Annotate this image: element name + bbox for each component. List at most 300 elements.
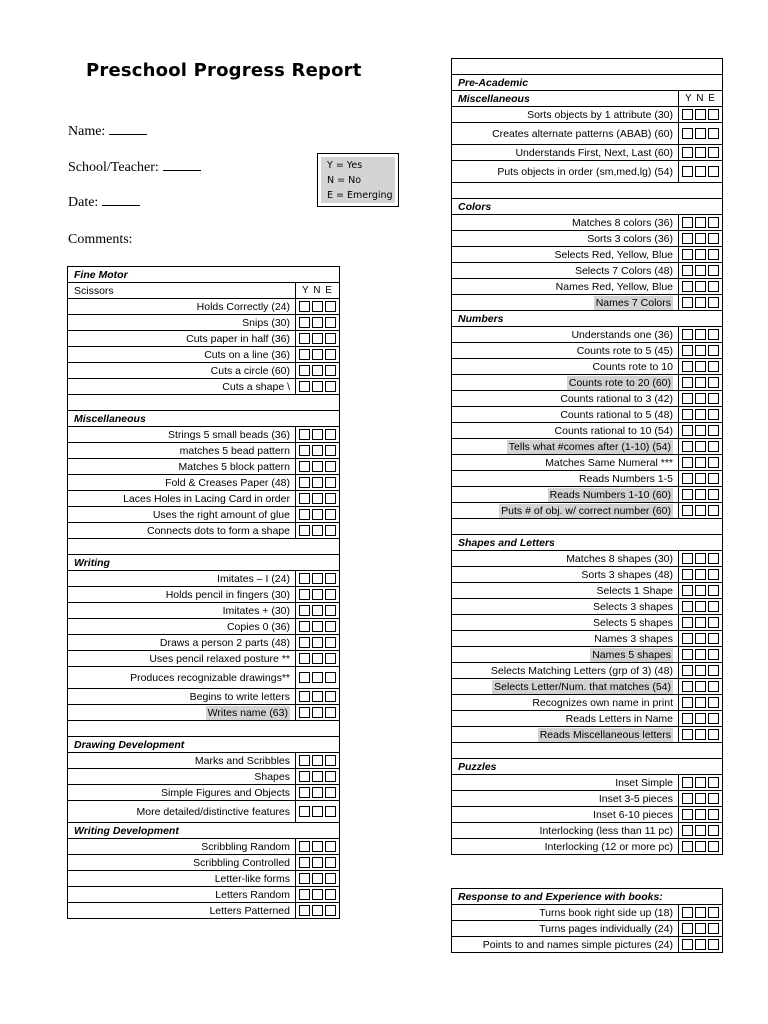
e-checkbox[interactable]	[325, 905, 336, 916]
n-checkbox[interactable]	[695, 441, 706, 452]
y-checkbox[interactable]	[682, 489, 693, 500]
y-checkbox[interactable]	[682, 649, 693, 660]
n-checkbox[interactable]	[695, 939, 706, 950]
n-checkbox[interactable]	[312, 493, 323, 504]
e-checkbox[interactable]	[708, 841, 719, 852]
n-checkbox[interactable]	[312, 653, 323, 664]
skill-row-turns-pages-individually-24	[452, 921, 723, 937]
skill-row-shapes	[68, 769, 340, 785]
n-checkbox[interactable]	[312, 707, 323, 718]
e-checkbox[interactable]	[325, 589, 336, 600]
yne-checkboxes	[679, 263, 723, 279]
n-checkbox[interactable]	[695, 377, 706, 388]
y-checkbox[interactable]	[682, 939, 693, 950]
skill-row-creates-alternate-patterns-abab-60	[452, 123, 723, 145]
e-checkbox[interactable]	[325, 605, 336, 616]
e-checkbox[interactable]	[325, 873, 336, 884]
e-checkbox[interactable]	[708, 233, 719, 244]
e-checkbox[interactable]	[325, 429, 336, 440]
skill-row-interlocking-less-than-11-pc	[452, 823, 723, 839]
e-checkbox[interactable]	[708, 553, 719, 564]
y-checkbox[interactable]	[299, 525, 310, 536]
yne-checkboxes	[296, 603, 340, 619]
e-checkbox[interactable]	[708, 777, 719, 788]
e-checkbox[interactable]	[325, 445, 336, 456]
e-checkbox[interactable]	[708, 329, 719, 340]
y-checkbox[interactable]	[299, 573, 310, 584]
yne-checkboxes	[679, 647, 723, 663]
skill-label: Counts rational to 5 (48)	[452, 407, 679, 423]
n-checkbox[interactable]	[312, 429, 323, 440]
n-checkbox[interactable]	[695, 601, 706, 612]
n-checkbox[interactable]	[312, 333, 323, 344]
n-checkbox[interactable]	[312, 691, 323, 702]
yne-checkboxes	[679, 231, 723, 247]
y-checkbox[interactable]	[682, 585, 693, 596]
n-checkbox[interactable]	[695, 713, 706, 724]
n-checkbox[interactable]	[695, 633, 706, 644]
y-checkbox[interactable]	[299, 672, 310, 683]
yne-checkboxes	[296, 331, 340, 347]
y-checkbox[interactable]	[682, 441, 693, 452]
e-checkbox[interactable]	[325, 841, 336, 852]
y-checkbox[interactable]	[299, 461, 310, 472]
y-checkbox[interactable]	[682, 553, 693, 564]
n-checkbox[interactable]	[695, 665, 706, 676]
n-checkbox[interactable]	[312, 787, 323, 798]
e-checkbox[interactable]	[708, 249, 719, 260]
e-checkbox[interactable]	[325, 889, 336, 900]
y-checkbox[interactable]	[682, 128, 693, 139]
n-checkbox[interactable]	[312, 589, 323, 600]
n-checkbox[interactable]	[312, 461, 323, 472]
name-blank[interactable]	[109, 124, 147, 135]
e-checkbox[interactable]	[325, 771, 336, 782]
y-checkbox[interactable]	[299, 621, 310, 632]
section-heading: Puzzles	[452, 759, 723, 775]
skill-label: Begins to write letters	[68, 689, 296, 705]
e-checkbox[interactable]	[708, 713, 719, 724]
skill-row-writes-name-63	[68, 705, 340, 721]
e-checkbox[interactable]	[708, 793, 719, 804]
n-checkbox[interactable]	[312, 672, 323, 683]
e-checkbox[interactable]	[708, 697, 719, 708]
n-checkbox[interactable]	[695, 729, 706, 740]
e-checkbox[interactable]	[708, 939, 719, 950]
y-checkbox[interactable]	[299, 806, 310, 817]
e-checkbox[interactable]	[708, 809, 719, 820]
date-label: Date:	[68, 195, 99, 210]
n-checkbox[interactable]	[695, 147, 706, 158]
skill-row-scribbling-controlled	[68, 855, 340, 871]
y-checkbox[interactable]	[299, 653, 310, 664]
n-checkbox[interactable]	[695, 569, 706, 580]
e-checkbox[interactable]	[708, 128, 719, 139]
y-checkbox[interactable]	[299, 637, 310, 648]
n-checkbox[interactable]	[312, 445, 323, 456]
e-checkbox[interactable]	[708, 729, 719, 740]
n-checkbox[interactable]	[695, 297, 706, 308]
n-checkbox[interactable]	[312, 637, 323, 648]
e-checkbox[interactable]	[708, 441, 719, 452]
n-checkbox[interactable]	[312, 317, 323, 328]
y-checkbox[interactable]	[299, 787, 310, 798]
e-checkbox[interactable]	[708, 281, 719, 292]
e-checkbox[interactable]	[325, 573, 336, 584]
y-checkbox[interactable]	[682, 569, 693, 580]
n-checkbox[interactable]	[695, 649, 706, 660]
y-checkbox[interactable]	[299, 381, 310, 392]
e-checkbox[interactable]	[325, 381, 336, 392]
highlighted-skill-label: Counts rote to 20 (60)	[568, 376, 671, 389]
y-checkbox[interactable]	[682, 729, 693, 740]
highlighted-skill-label: Puts # of obj. w/ correct number (60)	[501, 504, 671, 517]
e-checkbox[interactable]	[708, 147, 719, 158]
y-checkbox[interactable]	[299, 873, 310, 884]
skill-label: Cuts a shape \	[68, 379, 296, 395]
n-checkbox[interactable]	[695, 425, 706, 436]
y-checkbox[interactable]	[299, 317, 310, 328]
skill-label: Produces recognizable drawings**	[68, 667, 296, 689]
yne-checkboxes	[679, 161, 723, 183]
e-checkbox[interactable]	[325, 493, 336, 504]
y-checkbox[interactable]	[682, 907, 693, 918]
y-checkbox[interactable]	[682, 393, 693, 404]
spacer-row	[68, 395, 340, 411]
legend-no: N = No	[327, 175, 362, 186]
n-checkbox[interactable]	[312, 525, 323, 536]
skill-row-reads-miscellaneous-letters	[452, 727, 723, 743]
e-checkbox[interactable]	[325, 637, 336, 648]
e-checkbox[interactable]	[708, 217, 719, 228]
yne-checkboxes	[679, 807, 723, 823]
y-checkbox[interactable]	[682, 281, 693, 292]
n-checkbox[interactable]	[312, 806, 323, 817]
y-checkbox[interactable]	[682, 473, 693, 484]
e-checkbox[interactable]	[325, 707, 336, 718]
y-checkbox[interactable]	[682, 345, 693, 356]
date-blank[interactable]	[102, 195, 140, 206]
n-checkbox[interactable]	[695, 841, 706, 852]
highlighted-skill-label: Selects Letter/Num. that matches (54)	[494, 680, 671, 693]
skill-label: Sorts 3 shapes (48)	[452, 567, 679, 583]
y-checkbox[interactable]	[299, 301, 310, 312]
n-checkbox[interactable]	[312, 381, 323, 392]
y-checkbox[interactable]	[682, 697, 693, 708]
n-checkbox[interactable]	[312, 755, 323, 766]
e-checkbox[interactable]	[708, 345, 719, 356]
n-checkbox[interactable]	[695, 793, 706, 804]
e-checkbox[interactable]	[325, 653, 336, 664]
e-checkbox[interactable]	[325, 755, 336, 766]
n-checkbox[interactable]	[695, 233, 706, 244]
e-checkbox[interactable]	[708, 585, 719, 596]
section-heading: Fine Motor	[68, 267, 340, 283]
y-checkbox[interactable]	[299, 771, 310, 782]
e-checkbox[interactable]	[708, 265, 719, 276]
y-checkbox[interactable]	[299, 509, 310, 520]
skill-label: Matches 8 shapes (30)	[452, 551, 679, 567]
y-checkbox[interactable]	[682, 265, 693, 276]
skill-row-sorts-3-colors-36	[452, 231, 723, 247]
skill-label: Counts rational to 10 (54)	[452, 423, 679, 439]
n-checkbox[interactable]	[695, 617, 706, 628]
yne-checkboxes	[679, 343, 723, 359]
skill-label: Copies 0 (36)	[68, 619, 296, 635]
n-checkbox[interactable]	[695, 585, 706, 596]
skill-label: Scribbling Random	[68, 839, 296, 855]
y-checkbox[interactable]	[299, 349, 310, 360]
e-checkbox[interactable]	[708, 409, 719, 420]
yne-checkboxes	[296, 587, 340, 603]
e-checkbox[interactable]	[708, 569, 719, 580]
e-checkbox[interactable]	[325, 477, 336, 488]
skill-row-sorts-3-shapes-48	[452, 567, 723, 583]
y-checkbox[interactable]	[682, 166, 693, 177]
n-checkbox[interactable]	[695, 489, 706, 500]
n-checkbox[interactable]	[695, 393, 706, 404]
n-checkbox[interactable]	[312, 905, 323, 916]
y-checkbox[interactable]	[682, 713, 693, 724]
n-checkbox[interactable]	[695, 505, 706, 516]
n-checkbox[interactable]	[695, 249, 706, 260]
y-checkbox[interactable]	[682, 233, 693, 244]
e-checkbox[interactable]	[708, 665, 719, 676]
yne-checkboxes	[296, 299, 340, 315]
y-checkbox[interactable]	[299, 841, 310, 852]
section-heading: Colors	[452, 199, 723, 215]
n-checkbox[interactable]	[695, 109, 706, 120]
y-checkbox[interactable]	[682, 505, 693, 516]
highlighted-skill-label: Reads Numbers 1-10 (60)	[549, 488, 671, 501]
n-checkbox[interactable]	[695, 809, 706, 820]
n-checkbox[interactable]	[695, 697, 706, 708]
y-checkbox[interactable]	[682, 329, 693, 340]
skill-row-counts-rote-to-20-60	[452, 375, 723, 391]
y-checkbox[interactable]	[682, 147, 693, 158]
yne-checkboxes	[679, 391, 723, 407]
e-checkbox[interactable]	[325, 349, 336, 360]
y-checkbox[interactable]	[299, 477, 310, 488]
y-checkbox[interactable]	[682, 633, 693, 644]
n-checkbox[interactable]	[312, 301, 323, 312]
y-checkbox[interactable]	[299, 429, 310, 440]
n-checkbox[interactable]	[695, 473, 706, 484]
y-checkbox[interactable]	[682, 681, 693, 692]
e-checkbox[interactable]	[708, 649, 719, 660]
e-checkbox[interactable]	[325, 461, 336, 472]
y-checkbox[interactable]	[682, 409, 693, 420]
e-checkbox[interactable]	[325, 806, 336, 817]
n-checkbox[interactable]	[312, 605, 323, 616]
n-checkbox[interactable]	[695, 923, 706, 934]
n-checkbox[interactable]	[312, 889, 323, 900]
skill-row-uses-the-right-amount-of-glue	[68, 507, 340, 523]
skill-label: Cuts paper in half (36)	[68, 331, 296, 347]
y-checkbox[interactable]	[299, 333, 310, 344]
e-checkbox[interactable]	[325, 301, 336, 312]
skill-row-counts-rational-to-5-48	[452, 407, 723, 423]
e-checkbox[interactable]	[325, 525, 336, 536]
y-checkbox[interactable]	[682, 777, 693, 788]
e-checkbox[interactable]	[708, 109, 719, 120]
school-teacher-blank[interactable]	[163, 160, 201, 171]
e-checkbox[interactable]	[708, 393, 719, 404]
skill-row-matches-8-colors-36	[452, 215, 723, 231]
y-checkbox[interactable]	[299, 889, 310, 900]
y-checkbox[interactable]	[682, 601, 693, 612]
yne-checkboxes	[679, 663, 723, 679]
yne-checkboxes	[296, 315, 340, 331]
yne-checkboxes	[296, 523, 340, 539]
y-checkbox[interactable]	[682, 297, 693, 308]
e-checkbox[interactable]	[325, 317, 336, 328]
yne-checkboxes	[679, 423, 723, 439]
n-checkbox[interactable]	[695, 825, 706, 836]
e-checkbox[interactable]	[708, 297, 719, 308]
n-checkbox[interactable]	[695, 166, 706, 177]
e-checkbox[interactable]	[708, 617, 719, 628]
n-checkbox[interactable]	[312, 573, 323, 584]
skill-row-names-7-colors	[452, 295, 723, 311]
section-row-pre-academic	[452, 75, 723, 91]
skill-label: Marks and Scribbles	[68, 753, 296, 769]
e-checkbox[interactable]	[325, 365, 336, 376]
yne-checkboxes	[679, 407, 723, 423]
y-checkbox[interactable]	[299, 365, 310, 376]
skill-label: Letter-like forms	[68, 871, 296, 887]
n-checkbox[interactable]	[695, 681, 706, 692]
y-checkbox[interactable]	[299, 691, 310, 702]
y-checkbox[interactable]	[299, 905, 310, 916]
e-checkbox[interactable]	[708, 825, 719, 836]
yne-checkboxes	[679, 921, 723, 937]
highlighted-skill-label: Names 7 Colors	[595, 296, 671, 309]
e-checkbox[interactable]	[708, 923, 719, 934]
y-checkbox[interactable]	[682, 809, 693, 820]
skill-label: Selects 3 shapes	[452, 599, 679, 615]
n-checkbox[interactable]	[695, 777, 706, 788]
n-checkbox[interactable]	[695, 409, 706, 420]
legend-shading	[321, 157, 395, 203]
y-checkbox[interactable]	[682, 825, 693, 836]
e-checkbox[interactable]	[708, 489, 719, 500]
e-checkbox[interactable]	[708, 457, 719, 468]
y-checkbox[interactable]	[299, 857, 310, 868]
n-checkbox[interactable]	[312, 349, 323, 360]
e-checkbox[interactable]	[708, 601, 719, 612]
y-checkbox[interactable]	[299, 493, 310, 504]
school-teacher-field	[68, 160, 201, 176]
y-checkbox[interactable]	[299, 589, 310, 600]
n-checkbox[interactable]	[312, 477, 323, 488]
e-checkbox[interactable]	[708, 505, 719, 516]
y-checkbox[interactable]	[682, 377, 693, 388]
n-checkbox[interactable]	[695, 345, 706, 356]
n-checkbox[interactable]	[312, 841, 323, 852]
y-checkbox[interactable]	[682, 109, 693, 120]
e-checkbox[interactable]	[708, 633, 719, 644]
e-checkbox[interactable]	[708, 425, 719, 436]
yne-checkboxes	[296, 635, 340, 651]
skill-label-cell	[452, 503, 679, 519]
e-checkbox[interactable]	[708, 473, 719, 484]
y-checkbox[interactable]	[682, 425, 693, 436]
skill-label: Strings 5 small beads (36)	[68, 427, 296, 443]
y-checkbox[interactable]	[299, 707, 310, 718]
n-checkbox[interactable]	[695, 329, 706, 340]
e-checkbox[interactable]	[325, 672, 336, 683]
e-checkbox[interactable]	[708, 907, 719, 918]
y-checkbox[interactable]	[682, 249, 693, 260]
y-checkbox[interactable]	[682, 617, 693, 628]
n-checkbox[interactable]	[312, 873, 323, 884]
n-checkbox[interactable]	[695, 265, 706, 276]
y-checkbox[interactable]	[299, 755, 310, 766]
yne-checkboxes	[679, 679, 723, 695]
skill-label: Selects 1 Shape	[452, 583, 679, 599]
y-checkbox[interactable]	[682, 665, 693, 676]
e-checkbox[interactable]	[325, 691, 336, 702]
n-checkbox[interactable]	[312, 365, 323, 376]
e-checkbox[interactable]	[325, 621, 336, 632]
skill-label-cell	[452, 375, 679, 391]
yne-checkboxes	[679, 215, 723, 231]
yne-checkboxes	[296, 443, 340, 459]
y-checkbox[interactable]	[682, 793, 693, 804]
y-checkbox[interactable]	[682, 923, 693, 934]
yne-checkboxes	[679, 937, 723, 953]
e-checkbox[interactable]	[708, 361, 719, 372]
yne-checkboxes	[679, 247, 723, 263]
n-checkbox[interactable]	[312, 857, 323, 868]
yne-checkboxes	[296, 507, 340, 523]
y-checkbox[interactable]	[299, 605, 310, 616]
n-checkbox[interactable]	[312, 771, 323, 782]
yne-checkboxes	[679, 487, 723, 503]
skill-row-names-5-shapes	[452, 647, 723, 663]
e-checkbox[interactable]	[325, 333, 336, 344]
n-checkbox[interactable]	[312, 509, 323, 520]
n-checkbox[interactable]	[695, 281, 706, 292]
n-checkbox[interactable]	[695, 907, 706, 918]
yne-header: Y N E	[296, 283, 340, 299]
e-checkbox[interactable]	[325, 787, 336, 798]
y-checkbox[interactable]	[682, 217, 693, 228]
n-checkbox[interactable]	[695, 217, 706, 228]
skill-row-letters-patterned	[68, 903, 340, 919]
n-checkbox[interactable]	[312, 621, 323, 632]
section-heading: Response to and Experience with books:	[452, 889, 723, 905]
e-checkbox[interactable]	[708, 377, 719, 388]
e-checkbox[interactable]	[325, 509, 336, 520]
n-checkbox[interactable]	[695, 128, 706, 139]
y-checkbox[interactable]	[299, 445, 310, 456]
n-checkbox[interactable]	[695, 361, 706, 372]
skill-label: Reads Letters in Name	[452, 711, 679, 727]
y-checkbox[interactable]	[682, 457, 693, 468]
y-checkbox[interactable]	[682, 841, 693, 852]
n-checkbox[interactable]	[695, 457, 706, 468]
n-checkbox[interactable]	[695, 553, 706, 564]
e-checkbox[interactable]	[325, 857, 336, 868]
e-checkbox[interactable]	[708, 166, 719, 177]
e-checkbox[interactable]	[708, 681, 719, 692]
section-heading: Writing	[68, 555, 340, 571]
y-checkbox[interactable]	[682, 361, 693, 372]
section-row-fine-motor	[68, 267, 340, 283]
yne-checkboxes	[679, 583, 723, 599]
